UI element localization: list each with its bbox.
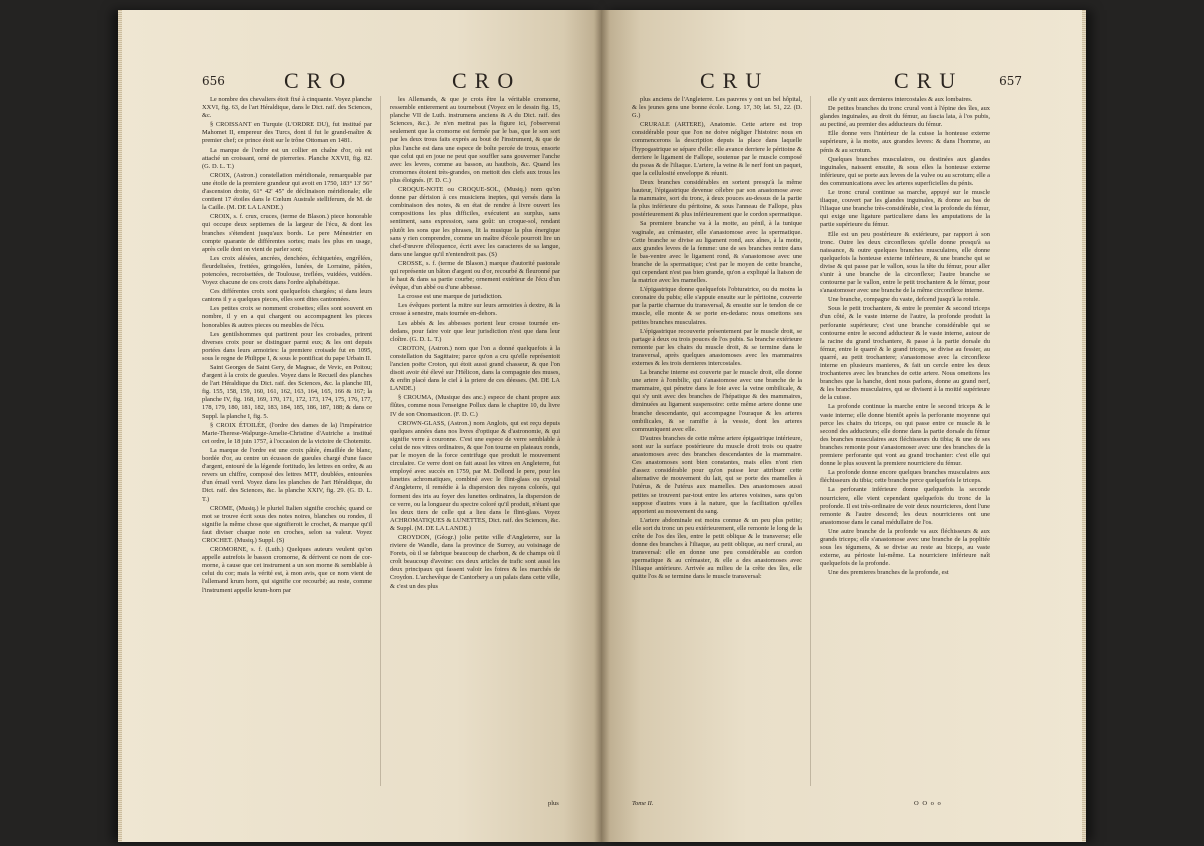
paragraph: CROSSE, s. f. (terme de Blason.) marque d'autorité pastorale qui représente un bâton d'argent ou d'or, recourbé & fleuronné par le haut & dans sa partie courbe; ornement extérieur de l'écu d'un évêque, d'un abbé ou d'une abbesse. [390,259,560,292]
paragraph: L'épigastrique recouverte présentement par le muscle droit, se partage à deux ou trois pouces de l'os pubis. Sa branche extérieure remonte par les chairs du muscle droit, & se termine dans le transversal, après quelques anastomoses avec les mammaires externes & les trois dernieres intercostales. [632,327,802,367]
paragraph: La marque de l'ordre est un collier en chaîne d'or, où est attaché un croissant, orné de pierreries. Planche XXVII, fig. 82. (G. D. L. T.) [202,146,372,170]
paragraph: Le tronc crural continue sa marche, appuyé sur le muscle iliaque, couvert par les glandes inguinales, & donne au bas de l'iliaque une branche très-considérable, c'est la profonde du fémur, qui exige une ligature particuliere dans les amputations de la partie supérieure du fémur. [820,189,990,229]
paragraph: De petites branches du tronc crural vont à l'épine des îles, aux glandes inguinales, au droit du fémur, au fascia lata, à l'os pubis, au pectiné, au premier des adducteurs du fémur. [820,105,990,129]
paragraph: CROTON, (Astron.) nom que l'on a donné quelquefois à la constellation du Sagittaire; parce qu'on a cru qu'elle représentoit l'ancien poëte Croton, qui étoit aussi grand chasseur, & que l'on disoit avoir été élevé sur l'Hélicon, dans la compagnie des muses, & enfin placé dans le ciel à la priere de ces déesses. (M. DE LA LANDE.) [390,344,560,393]
paragraph: Le nombre des chevaliers étoit fixé à cinquante. Voyez planche XXVI, fig. 63, de l'art Héraldique, dans le Dict. raif. des Sciences, &c. [202,96,372,120]
paragraph: Elle est un peu postérieure & extérieure, par rapport à son tronc. Outre les deux circonflexes qu'elle donne presqu'à sa naissance, & outre quelques branches musculaires, elle donne quelquefois la honteuse externe inférieure, & une branche qui se divise & qui passe par le vallon, sous la tête du fémur, pour aller s'unir à une branche de la circonflexe; l'autre branche se contourne par le vallon, entre le petit trochantere & le fémur, pour s'anastomoser avec une branche de la même circonflexe interne. [820,230,990,295]
column-rule [380,96,381,786]
paragraph: § CROISSANT en Turquie (L'ORDRE DU), fut institué par Mahomet II, empereur des Turcs, dont il fut le grand-maître & premier chef; ce prince étoit sur le trône Ottoman en 1481. [202,121,372,145]
paragraph: La branche interne est couverte par le muscle droit, elle donne une artere à l'ombilic, qui s'anastomose avec une branche de la mammaire, qui pénetre dans le foie avec la veine ombilicale, & qui s'y unit avec des branches de l'hépatique & des mammaires, diminuées au ligament suspensoire: cette même artere donne une branche descendante, qui accompagne l'ouraque & les arteres ombilicales, & se ramifie à la vessie, dont les arteres communiquent avec elle. [632,369,802,433]
left-page [118,10,602,842]
running-head: CRO [452,68,522,93]
paragraph: L'artere abdominale est moins connue & un peu plus petite; elle sort du tronc un peu extérieurement, elle remonte le long de la crête de l'os des îles, entre le petit oblique & le transverse; elle donne des branches à l'iliaque, au petit oblique, au nerf crural, au transversal: elle en donne une peu considérable au cordon spermatique & au crémaster, & elle a des anastomoses avec l'iliaque antérieure. Arrivée au milieu de la crête des îles, elle quitte l'os & se termine dans le muscle transversal: [632,516,802,581]
paragraph: L'épigastrique donne quelquefois l'obturatrice, ou du moins la coronaire du pubis; elle s'appuie ensuite sur le péritoine, couverte par la partie charnue du transversal, & ensuite sur le tendon de ce muscle, elle monte & se porte en-dedans: nous omettons ses petites branches musculaires. [632,286,802,326]
running-head: CRU [700,68,770,93]
right-page [602,10,1086,842]
paragraph: Une autre branche de la profonde va aux fléchisseurs & aux grands triceps; elle s'anastomose avec une branche de la poplitée sous les tégumens, & se divise au reste au biceps, au vaste externe, au périoste lui-même. La nourriciere inférieure naît quelquefois de la profonde. [820,527,990,568]
paragraph: D'autres branches de cette même artere épigastrique intérieure, sont sur la surface postérieure du muscle droit trois ou quatre anastomoses avec des branches descendantes de la mammaire. Ces anastomoses sont bien constantes, mais elles n'ont rien d'assez considérable pour qu'on puisse leur attribuer cette alternative de mouvement du lait, qui se porte des mamelles à l'utérus, & de l'utérus aux mamelles. Des anastomoses aussi petites se trouvent par-tout entre les arteres voisines, sans qu'on suppose d'autres vues à la nature, que la facilitation qu'elles apportent au mouvement du sang. [632,434,802,515]
paragraph: Elle donne vers l'intérieur de la cuisse la honteuse externe supérieure, à la motte, aux grandes levres: & dans l'homme, au pénis & au scrotum. [820,130,990,154]
paragraph: CROMORNE, s. f. (Luth.) Quelques auteurs veulent qu'on appelle autrefois le basson cromorne, & dérivent ce nom de cor-morne, à cause que cet instrument a un son morne & semblable à celui du cor; mais la vérité est, à mon avis, que ce nom vient de l'allemand krum horn, qui signifie cor recourbé; au reste, comme l'instrument appelle krum-horn par [202,546,372,594]
paragraph: Saint Georges de Saint Gery, de Magnac, de Vevic, en Poitou; d'argent à la croix de gueules. Voyez dans le Recueil des planches de l'art Héraldique du Dict. raif. des Sciences, &c. la planche III, fig. 155, 158, 159, 160, 161, 162, 163, 164, 165, 166 & 167; la planche IV, fig. 168, 169, 170, 171, 172, 173, 174, 175, 176, 177, 178, 179, 180, 181, 182, 183, 184, 185, 186, 187, 188; & dans ce Suppl. la planche I, fig. 5. [202,364,372,420]
volume-line: Tome II. [632,800,654,807]
page-edge [1082,10,1086,842]
paragraph: CRURALE (ARTERE), Anatomie. Cette artere est trop considérable pour que l'on ne doive négliger l'histoire: nous en commencerons la description depuis la place dans laquelle l'hypogastrique se sépare d'elle: elle avance derriere le péritoine & derriere le ligament de Fallope, soutenue par le muscle composé du psoas & de l'iliaque. L'artere, la veine & le nerf font un paquet, que la cellulosité enveloppe & réunit. [632,121,802,177]
paragraph: Les gentilshommes qui partirent pour les croisades, prirent diverses croix pour se distinguer parmi eux; & les ont depuis portées dans leurs armoiries: la premiere croisade fut en 1095, sous le regne de Philippe I, & sous le pontificat du pape Urbain II. [202,330,372,362]
text-column-left-a [202,96,372,796]
paragraph: § CROUMA, (Musique des anc.) espece de chant propre aux flûtes, comme nous l'enseigne Pollux dans le chapitre 10, du livre IV de son Onomasticon. (F. D. C.) [390,394,560,418]
text-column-right-b [820,96,990,796]
page-number: 656 [202,74,225,88]
catchword: plus [548,800,559,807]
column-rule [810,96,811,786]
paragraph: § CROIX ÉTOILÉE, (l'ordre des dames de la) l'impératrice Marie-Therese-Walpurge-Amelie-Christine d'Autriche a institué cet ordre, le 18 juin 1757, à l'occasion de la victoire de Chotemitz. [202,421,372,445]
paragraph: CROQUE-NOTE ou CROQUE-SOL, (Musiq.) nom qu'on donne par dérision à ces musiciens ineptes, qui versés dans la combinaison des notes, & en état de rendre à livre ouvert les compositions les plus difficiles, exécutent au surplus, sans sentiment, sans expression, sans goût: un croque-sol, rendant plutôt les sons que les phrases, lit la musique la plus énergique sans y rien comprendre, comme un maître d'école pourroit lire un chef-d'œuvre d'éloquence, écrit avec les caracteres de sa langue, dans une langue qu'il n'entendroit pas. (S) [390,186,560,258]
paragraph: Une des premieres branches de la profonde, est [828,569,949,577]
paragraph: CROIX, (Astron.) constellation méridionale, remarquable par une étoile de la premiere grandeur qui avoit en 1750, 183° 13' 56" d'ascension droite, 61° 42' 45" de déclinaison méridionale; elle contient 17 étoiles dans le Cœlum Australe stelliferum, de M. de la Caille. (M. DE LA LANDE.) [202,171,372,212]
paragraph: CROYDON, (Géogr.) jolie petite ville d'Angleterre, sur la riviere de Wandle, dans la province de Surrey, au voisinage de Forets, où il se fabrique beaucoup de charbon, & de champs où il croît beaucoup d'avoine: ces deux articles de trafic sont aussi les deux principaux qui fassent valoir les foires & les marchés de Croydon. L'archevêque de Cantorbery a un palais dans cette ville, & c'est un des plus [390,533,560,590]
paragraph: Les croix alésées, ancrées, denchées, échiquetées, engrêlées, fleurdelisées, frettées, gringolées, lunées, de Lorraine, pâtées, potencées, recroisettées, de Toulouse, treflées, vuidées, vuidées. Voyez chacune de ces croix dans l'ordre alphabétique. [202,254,372,287]
paragraph: La profonde continue la marche entre le second triceps & le vaste interne; elle donne bientôt après la perforante moyenne qui perce les chairs du triceps, ou qui passe entre ce muscle & le second des adducteurs; elle donne dans la partie dorsale du fémur des branches musculaires aux fléchisseurs du tibia; & une de ses branches remonte pour s'anastomoser avec une des branches de la premiere perforante qui vont au grand trochanter: c'est elle qui donne le plus souvent la premiere nourriciere du fémur. [820,403,990,468]
paragraph: elle s'y unit aux dernieres intercostales & aux lombaires. [828,96,973,103]
paragraph: les Allemands, & que je crois être la véritable cromorne, ressemble entierement au tournebout (Voyez en le dessin fig. 15, planche VII de Luth. instrumens anciens & A du Dict. raif. des Sciences, &c.). Je n'en mettrai pas la figure ici, j'observerai seulement que la cromorne est fermée par le bas, que le son sort par les deux trous faits exprès au bout de l'instrument, & que de plus l'anche est dans une espece de boîte percée de trous, ensorte que celui qui en joue ne peut que souffler sans gouverner l'anche avec les levres, comme au basson, au hautbois, &c. Quand les cromornes étoient très-grandes, on mettoit des clefs aux trous les plus éloignés. (F. D. C.) [390,96,560,184]
paragraph: La perforante inférieure donne quelquefois la seconde nourriciere, elle vient cependant quelquefois du tronc de la profonde. Il est très-ordinaire de voir deux nourricieres, dont l'une remonte & l'autre descend; les deux nourricieres ont une anastomose dans le canal médullaire de l'os. [820,486,990,526]
paragraph: Quelques branches musculaires, ou destinées aux glandes inguinales, naissent ensuite, & sous elles la honteuse externe inférieure, qui se porte aux levres de la vulve ou au scrotum; elle a des communications avec les arteres superficielles du pénis. [820,155,990,187]
paragraph: Une branche, compagne du vaste, defcend jusqu'à la rotule. [828,296,980,304]
paragraph: CROWN-GLASS, (Astron.) nom Anglois, qui est reçu depuis quelques années dans nos livres d'optique & d'astronomie, & qui signifie verre à couronne. C'est une espece de verre semblable à celui de nos vitres ordinaires, & que l'on tourne en plateaux ronds, par le moyen de la force centrifuge que produit le mouvement circulaire. Ce verre dont on fait aussi les vitres en Angleterre, fut employé avec succès en 1759, par M. Dollond le pere, pour les lunettes achromatiques, combiné avec le flint-glass ou crystal d'Angleterre, il remédie à la dispersion des rayons colorés, qui forment des iris au foyer des lunettes ordinaires, la dispersion de ce verre, ou la longueur du spectre coloré qu'il produit, n'étant que les deux tiers de celle qui a lieu dans le flint-glass. Voyez ACHROMATIQUES & LUNETTES, Dict. raif. des Sciences, &c. & Suppl. (M. DE LA LANDE.) [390,419,560,532]
running-head: CRO [284,68,354,93]
paragraph: Les petites croix se nomment croisettes; elles sont souvent en nombre, il y en a qui chargent ou accompagnent les pieces honorables & autres pieces ou meubles de l'écu. [202,305,372,329]
paragraph: La crosse est une marque de jurisdiction. [398,293,503,301]
right-header [602,68,1086,92]
paragraph: Deux branches considérables en sortent presqu'à la même hauteur, l'épigastrique devenue célebre par son anastomose avec la mammaire, sort du tronc, à deux pouces au-dessus de la partie la plus inférieure du péritoine, & sous l'anneau de Fallope, plus postérieurement & plus inférieurement que le cordon spermatique. [632,178,802,219]
paragraph: Les évêques portent la mitre sur leurs armoiries à dextre, & la crosse à senestre, mais tournée en-dehors. [390,302,560,318]
paragraph: Sous le petit trochantere, & entre le premier & second triceps d'un côté, & le vaste interne de l'autre, la profonde produit la perforante supérieure; c'est une branche considérable qui se contourne entre le second adducteur & le vaste interne, autour de la racine du grand trochantere, & passe à la partie dorsale du fémur, entre le quarré & le grand triceps, se divise au fessier, au quarré, au petit trochantere; s'anastomose avec la circonflexe interne en plusieurs manieres, & fait un cercle entre les deux trochanteres avec les branches de cette artere. Nous omettons les branches que la hanche, dont nous parlons, donne au grand nerf, & les branches musculaires, qui se divisent à la moitié supérieure de la cuisse. [820,305,990,402]
paragraph: La marque de l'ordre est une croix pâtée, émaillée de blanc, bordée d'or, au centre un écusson de gueules chargé d'une fasce d'argent, entouré de la légende fortitudo, les lettres en ordre, & au revers un chiffre, composé des lettres MTF, doublées, entourées d'un émail verd. Voyez dans les planches de l'art Héraldique, du Dict. raif. des Sciences, &c. la planche XXIV, fig. 29. (G. D. L. T.) [202,446,372,503]
page-edge [118,10,122,842]
running-head: CRU [894,68,964,93]
paragraph: Sa premiere branche va à la motte, au pénil, à la tunique vaginale, au crémaster, elle s'anastomose avec la spermatique. Cette branche se divise au ligament rond, aux aînes, à la motte, aux grandes levres de la femme: une de ses branches rentre dans le bas-ventre avec le ligament rond, & s'anastomose avec une branche de la spermatique; c'est par le moyen de cette branche, qui cependant n'est pas bien grande, qu'on a expliqué la liaison de la matrice avec les mamelles. [632,220,802,285]
paragraph: plus anciens de l'Angleterre. Les pauvres y ont un bel hôpital, & les jeunes gens une bonne école. Long. 17, 30; lat. 51, 22. (D. G.) [632,96,802,120]
paragraph: CROIX, s. f. crux, cruces, (terme de Blason.) piece honorable qui occupe deux septiemes de la largeur de l'écu, & dont les branches s'étendent jusqu'aux bords. Le pere Ménestrier en compte quarante de différentes sortes; mais les plus en usage, après celle dont on vient de parler sont; [202,213,372,253]
text-column-left-b [390,96,560,796]
paragraph: La profonde donne encore quelques branches musculaires aux fléchisseurs du tibia; cette branche perce quelquefois le triceps. [820,469,990,485]
paragraph: Ces différentes croix sont quelquefois chargées; si dans leurs cantons il y a quelques pieces, elles sont dites cantonnées. [202,288,372,304]
paragraph: CROME, (Musiq.) le pluriel Italien signifie crochés; quand ce mot se trouve écrit sous des notes noires, blanches ou rondes, il signifie la même chose que signifieroit le crochet, & marque qu'il faut diviser chaque note en croches, selon sa valeur. Voyez CROCHET. (Musiq.) Suppl. (S) [202,504,372,544]
page-number: 657 [999,74,1022,88]
signature-mark: O O o o [914,800,942,807]
text-column-right-a [632,96,802,796]
book-spread [118,10,1086,842]
paragraph: Les abbés & les abbesses portent leur crosse tournée en-dedans, pour faire voir que leur jurisdiction n'est que dans leur cloître. (G. D. L. T.) [390,319,560,343]
left-header [118,68,602,92]
